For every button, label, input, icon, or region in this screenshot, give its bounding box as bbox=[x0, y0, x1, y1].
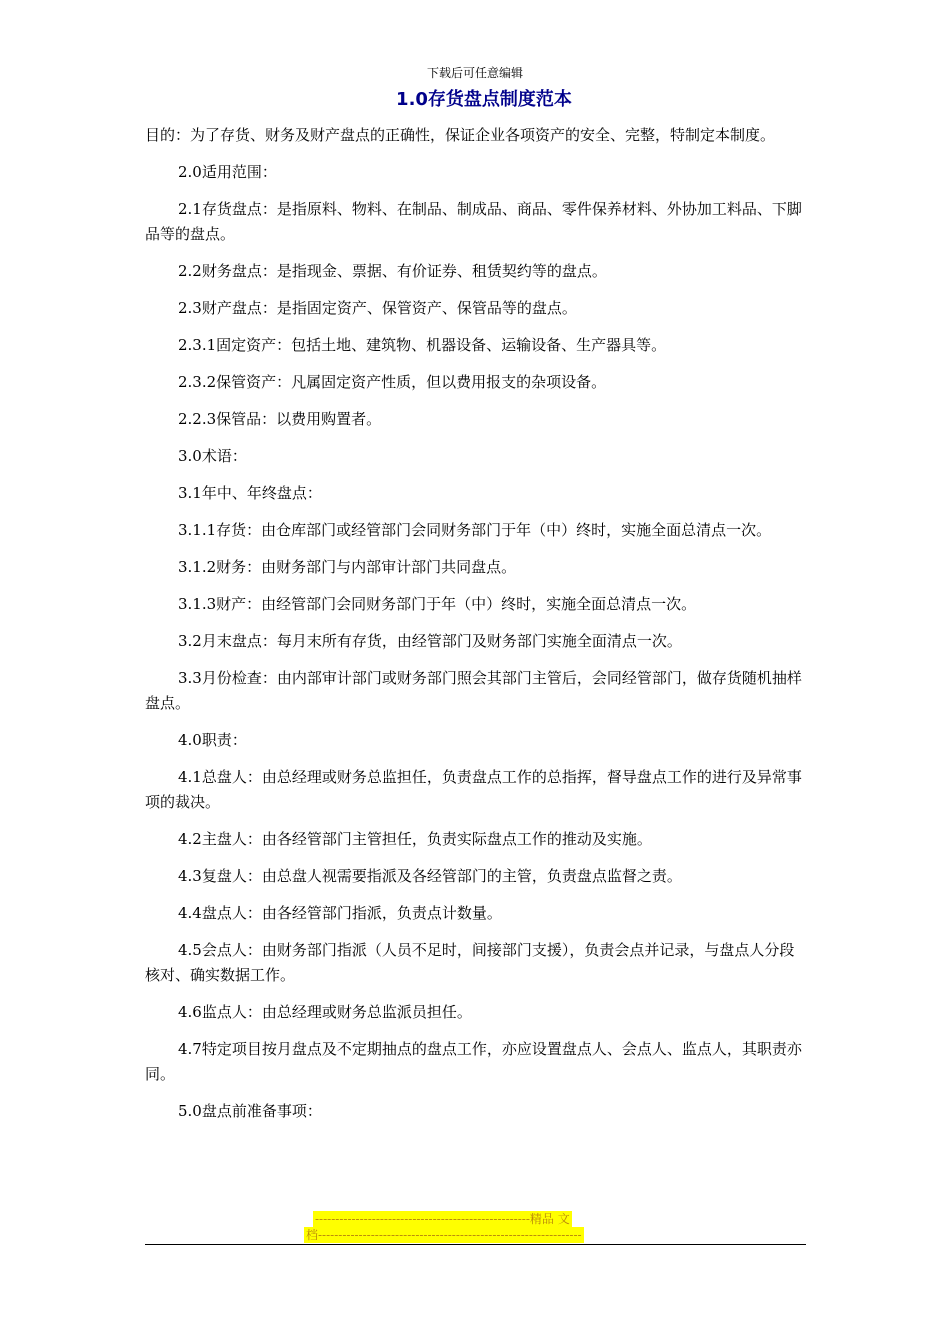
paragraph: 2.3财产盘点：是指固定资产、保管资产、保管品等的盘点。 bbox=[178, 299, 577, 317]
paragraph: 3.0术语： bbox=[178, 447, 247, 465]
paragraph: 3.1.1存货：由仓库部门或经管部门会同财务部门于年（中）终时，实施全面总清点一次。 bbox=[178, 521, 772, 539]
paragraph: 3.1年中、年终盘点： bbox=[178, 484, 322, 502]
footer-watermark-line1: -----------------------------------------------------精品 文 bbox=[315, 1212, 570, 1226]
paragraph: 5.0盘点前准备事项： bbox=[178, 1102, 322, 1120]
header-note: 下载后可任意编辑 bbox=[426, 66, 523, 80]
document-body bbox=[145, 123, 805, 1136]
paragraph: 4.0职责： bbox=[178, 731, 247, 749]
paragraph: 2.3.2保管资产：凡属固定资产性质，但以费用报支的杂项设备。 bbox=[178, 373, 607, 391]
footer-watermark-line2: 档----------------------------------------------------------------- bbox=[306, 1228, 582, 1242]
paragraph: 2.0适用范围： bbox=[178, 163, 277, 181]
paragraph: 2.2.3保管品：以费用购置者。 bbox=[178, 410, 382, 428]
paragraph: 2.3.1固定资产：包括土地、建筑物、机器设备、运输设备、生产器具等。 bbox=[178, 336, 667, 354]
paragraph: 4.3复盘人：由总盘人视需要指派及各经管部门的主管，负责盘点监督之责。 bbox=[178, 867, 682, 885]
footer-divider bbox=[145, 1244, 806, 1245]
paragraph: 3.3月份检查：由内部审计部门或财务部门照会其部门主管后，会同经管部门，做存货随机抽样盘点。 bbox=[145, 669, 802, 712]
paragraph: 4.1总盘人：由总经理或财务总监担任，负责盘点工作的总指挥，督导盘点工作的进行及异常事项的裁决。 bbox=[145, 768, 802, 811]
paragraph: 2.1存货盘点：是指原料、物料、在制品、制成品、商品、零件保养材料、外协加工料品、下脚品等的盘点。 bbox=[145, 200, 802, 243]
paragraph: 4.7特定项目按月盘点及不定期抽点的盘点工作，亦应设置盘点人、会点人、监点人，其职责亦同。 bbox=[145, 1040, 802, 1083]
paragraph: 4.6监点人：由总经理或财务总监派员担任。 bbox=[178, 1003, 472, 1021]
paragraph: 3.1.3财产：由经管部门会同财务部门于年（中）终时，实施全面总清点一次。 bbox=[178, 595, 697, 613]
document-title: 1.0存货盘点制度范本 bbox=[396, 89, 572, 110]
paragraph: 目的：为了存货、财务及财产盘点的正确性，保证企业各项资产的安全、完整，特制定本制度。 bbox=[145, 126, 776, 144]
paragraph: 2.2财务盘点：是指现金、票据、有价证券、租赁契约等的盘点。 bbox=[178, 262, 607, 280]
paragraph: 4.4盘点人：由各经管部门指派，负责点计数量。 bbox=[178, 904, 502, 922]
paragraph: 4.2主盘人：由各经管部门主管担任，负责实际盘点工作的推动及实施。 bbox=[178, 830, 652, 848]
paragraph: 3.2月末盘点：每月末所有存货，由经管部门及财务部门实施全面清点一次。 bbox=[178, 632, 682, 650]
paragraph: 3.1.2财务：由财务部门与内部审计部门共同盘点。 bbox=[178, 558, 517, 576]
paragraph: 4.5会点人：由财务部门指派（人员不足时，间接部门支援），负责会点并记录，与盘点人分段核对、确实数据工作。 bbox=[145, 941, 795, 984]
